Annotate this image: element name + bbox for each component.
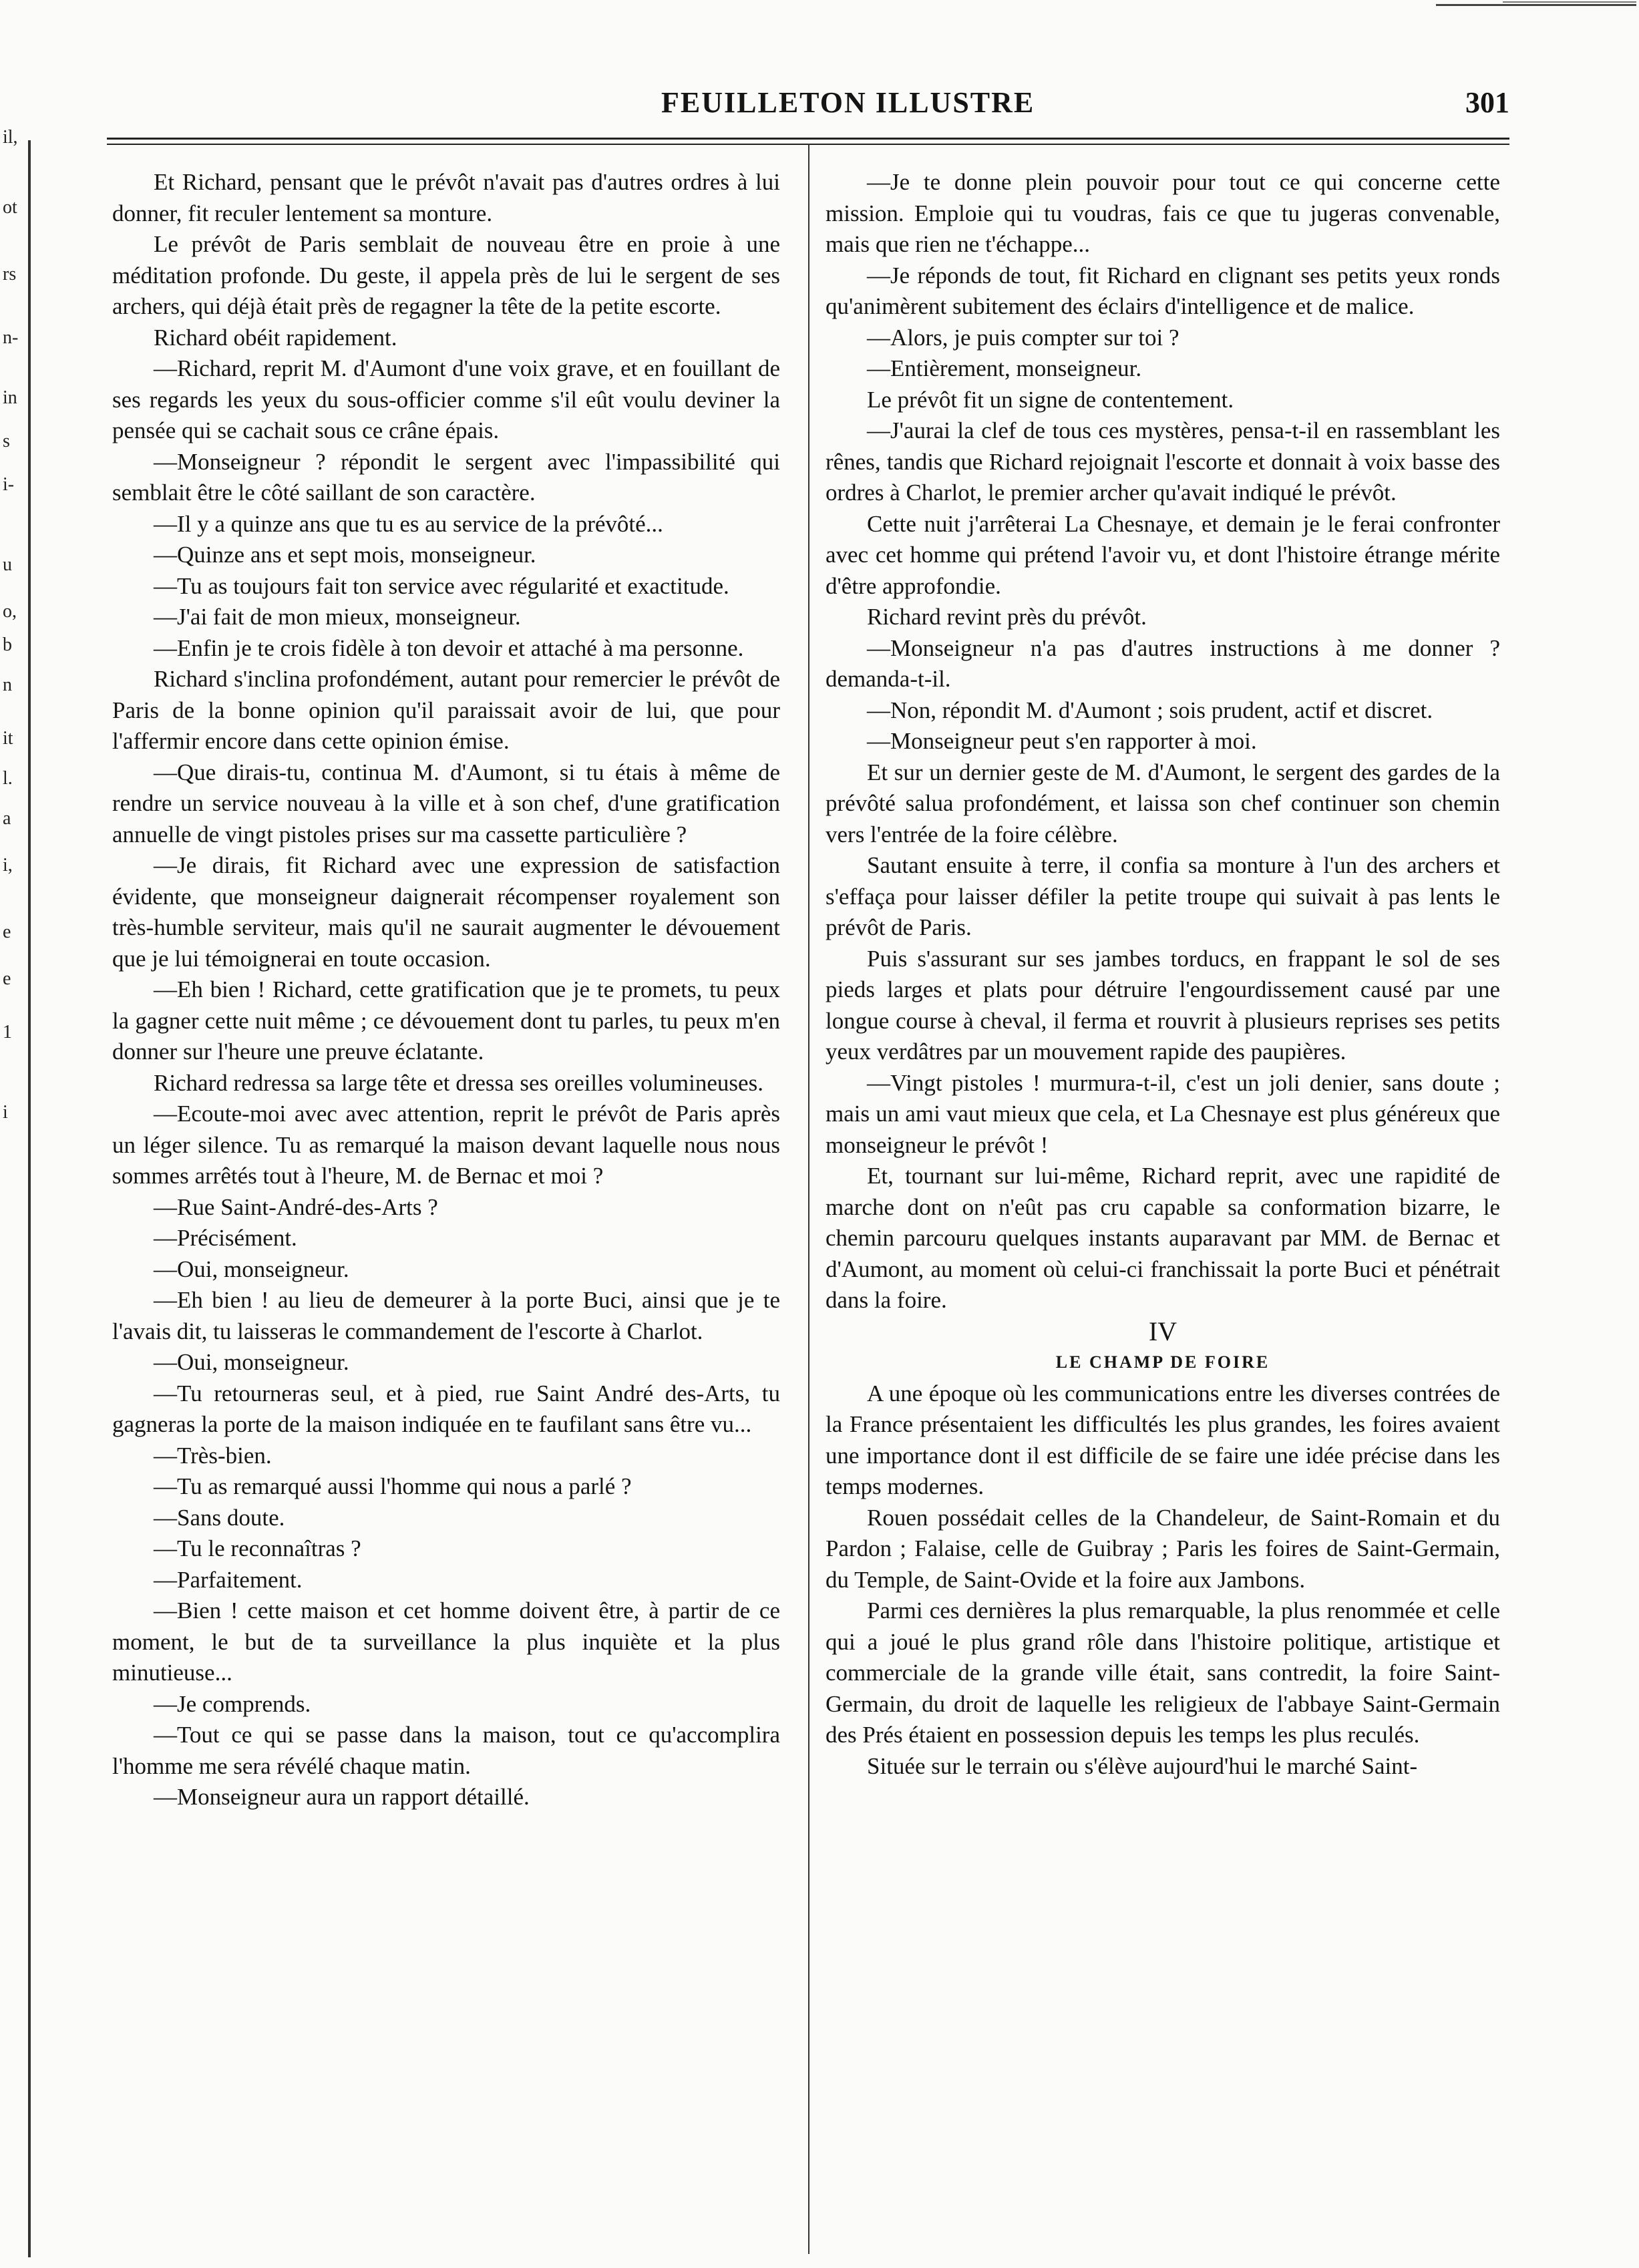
margin-fragment: rs — [3, 264, 17, 285]
paragraph: —J'aurai la clef de tous ces mystères, pensa-t-il en rassemblant les rênes, tandis que Richard rejoignait l'escorte et donnait à voix basse des ordres à Charlot, le premier archer qu'avait indiqué le prévôt. — [826, 417, 1500, 506]
margin-fragment: i, — [3, 855, 13, 876]
paragraph: Le prévôt fit un signe de contentement. — [867, 386, 1234, 413]
paragraph: —J'ai fait de mon mieux, monseigneur. — [154, 604, 521, 630]
top-edge-mark — [1503, 1, 1636, 3]
margin-fragment: it — [3, 728, 13, 749]
running-title: FEUILLETON ILLUSTRE — [661, 86, 1035, 119]
paragraph: Richard obéit rapidement. — [154, 324, 397, 351]
paragraph: —Alors, je puis compter sur toi ? — [867, 324, 1179, 351]
paragraph: —Oui, monseigneur. — [154, 1349, 349, 1375]
paragraph: —Eh bien ! Richard, cette gratification que je te promets, tu peux la gagner cette nuit même ; ce dévouement dont tu parles, tu peux m'en donner sur l'heure une preuve éclatante. — [112, 976, 780, 1065]
paragraph: —Je te donne plein pouvoir pour tout ce qui concerne cette mission. Emploie qui tu voudras, fais ce que tu jugeras convenable, mais que rien ne t'échappe... — [826, 169, 1500, 257]
left-page-edge — [28, 140, 31, 2257]
right-column — [826, 167, 1500, 1782]
left-column — [112, 167, 780, 1813]
paragraph: A une époque où les communications entre les diverses contrées de la France présentaient les difficultés les plus grandes, les foires avaient une importance dont il est difficile de se faire une idée précise dans les temps modernes. — [826, 1380, 1500, 1499]
margin-fragment: e — [3, 968, 11, 989]
chapter-number: IV — [1148, 1316, 1177, 1346]
paragraph: —Précisément. — [154, 1225, 297, 1251]
paragraph: Richard redressa sa large tête et dressa ses oreilles volumineuses. — [154, 1069, 763, 1096]
margin-fragment: i- — [3, 474, 15, 495]
paragraph: —Richard, reprit M. d'Aumont d'une voix grave, et en fouillant de ses regards les yeux du sous-officier comme s'il eût voulu deviner la pensée qui se cachait sous ce crâne épais. — [112, 355, 780, 443]
paragraph: —Il y a quinze ans que tu es au service de la prévôté... — [154, 510, 663, 537]
margin-fragment: l. — [3, 768, 13, 789]
paragraph: —Je dirais, fit Richard avec une expression de satisfaction évidente, que monseigneur daignerait récompenser royalement son très-humble serviteur, mais qu'il ne saurait augmenter le dévouement que je lui témoignerai en toute occasion. — [112, 852, 780, 972]
chapter-title: LE CHAMP DE FOIRE — [1055, 1352, 1270, 1372]
paragraph: —Enfin je te crois fidèle à ton devoir et attaché à ma personne. — [154, 634, 744, 661]
paragraph: —Ecoute-moi avec avec attention, reprit le prévôt de Paris après un léger silence. Tu as remarqué la maison devant laquelle nous nous sommes arrêtés tout à l'heure, M. de Bernac et moi ? — [112, 1101, 780, 1189]
paragraph: —Monseigneur ? répondit le sergent avec l'impassibilité qui semblait être le côté saillant de son caractère. — [112, 448, 780, 506]
paragraph: —Monseigneur n'a pas d'autres instructions à me donner ? demanda-t-il. — [826, 634, 1500, 692]
margin-fragment: b — [3, 634, 12, 655]
margin-fragment: 1 — [3, 1022, 12, 1043]
paragraph: —Tu le reconnaîtras ? — [154, 1535, 361, 1561]
paragraph: —Très-bien. — [154, 1442, 272, 1469]
margin-fragment: n — [3, 675, 12, 695]
top-edge-rule — [1436, 4, 1636, 6]
paragraph: —Monseigneur aura un rapport détaillé. — [154, 1784, 530, 1810]
paragraph: Richard revint près du prévôt. — [867, 604, 1147, 630]
paragraph: Située sur le terrain ou s'élève aujourd'hui le marché Saint- — [867, 1752, 1418, 1779]
paragraph: Et Richard, pensant que le prévôt n'avait pas d'autres ordres à lui donner, fit reculer lentement sa monture. — [112, 169, 780, 226]
paragraph: Le prévôt de Paris semblait de nouveau être en proie à une méditation profonde. Du geste, il appela près de lui le sergent de ses archers, qui déjà était près de regagner la tête de la petite escorte. — [112, 231, 780, 319]
paragraph: —Entièrement, monseigneur. — [867, 355, 1142, 381]
paragraph: —Tu as remarqué aussi l'homme qui nous a parlé ? — [154, 1473, 632, 1499]
page-header — [107, 85, 1509, 126]
paragraph: —Je comprends. — [154, 1690, 311, 1717]
margin-fragment: ot — [3, 197, 17, 218]
margin-fragment: s — [3, 431, 10, 451]
paragraph: Et, tournant sur lui-même, Richard reprit, avec une rapidité de marche dont on n'eût pas cru capable sa conformation bizarre, le chemin parcouru quelques instants auparavant par MM. de Bernac et d'Aumont, au moment où celui-ci franchissait la porte Buci et pénétrait dans la foire. — [826, 1163, 1500, 1313]
paragraph: Cette nuit j'arrêterai La Chesnaye, et demain je le ferai confronter avec cet homme qui prétend l'avoir vu, et dont l'histoire étrange mérite d'être approfondie. — [826, 510, 1500, 599]
paragraph: —Parfaitement. — [154, 1566, 303, 1593]
margin-fragment: i — [3, 1102, 8, 1123]
margin-fragment: u — [3, 554, 12, 575]
paragraph: —Oui, monseigneur. — [154, 1256, 349, 1282]
margin-fragment: a — [3, 808, 11, 829]
paragraph: —Monseigneur peut s'en rapporter à moi. — [867, 728, 1257, 754]
paragraph: Rouen possédait celles de la Chandeleur, de Saint-Romain et du Pardon ; Falaise, celle de Guibray ; Paris les foires de Saint-Germain, du Temple, de Saint-Ovide et la foire aux Jambons. — [826, 1504, 1500, 1593]
margin-fragment: n- — [3, 327, 19, 348]
page-number: 301 — [1465, 86, 1509, 119]
paragraph: —Que dirais-tu, continua M. d'Aumont, si tu étais à même de rendre un service nouveau à la ville et à son chef, d'une gratification annuelle de vingt pistoles prises sur ma cassette particulière ? — [112, 759, 780, 847]
paragraph: Parmi ces dernières la plus remarquable, la plus renommée et celle qui a joué le plus grand rôle dans l'histoire politique, artistique et commerciale de la grande ville était, sans contredit, la foire Saint-Germain, du droit de laquelle les religieux de l'abbaye Saint-Germain des Prés étaient en possession depuis les temps les plus reculés. — [826, 1597, 1500, 1748]
paragraph: Sautant ensuite à terre, il confia sa monture à l'un des archers et s'effaça pour laisser défiler la petite troupe qui suivait à pas lents le prévôt de Paris. — [826, 852, 1500, 940]
paragraph: —Tu as toujours fait ton service avec régularité et exactitude. — [154, 572, 729, 599]
paragraph: —Tout ce qui se passe dans la maison, tout ce qu'accomplira l'homme me sera révélé chaque matin. — [112, 1722, 780, 1779]
margin-fragment: o, — [3, 601, 17, 622]
paragraph: Richard s'inclina profondément, autant pour remercier le prévôt de Paris de la bonne opinion qu'il paraissait avoir de lui, que pour l'affermir encore dans cette opinion émise. — [112, 666, 780, 754]
paragraph: —Non, répondit M. d'Aumont ; sois prudent, actif et discret. — [867, 697, 1433, 723]
paragraph: —Rue Saint-André-des-Arts ? — [154, 1193, 438, 1220]
paragraph: Et sur un dernier geste de M. d'Aumont, le sergent des gardes de la prévôté salua profondément, et laissa son chef continuer son chemin vers l'entrée de la foire célèbre. — [826, 759, 1500, 847]
paragraph: Puis s'assurant sur ses jambes torducs, en frappant le sol de ses pieds larges et plats pour détruire l'engourdissement causé par une longue course à cheval, il ferma et rouvrit à plusieurs reprises ses petits yeux verdâtres par un mouvement rapide des paupières. — [826, 945, 1500, 1065]
margin-fragment: in — [3, 387, 17, 408]
paragraph: —Bien ! cette maison et cet homme doivent être, à partir de ce moment, le but de ta surveillance la plus inquiète et la plus minutieuse... — [112, 1597, 780, 1686]
left-margin-fragments — [0, 127, 20, 1262]
paragraph: —Quinze ans et sept mois, monseigneur. — [154, 542, 536, 568]
margin-fragment: il, — [3, 127, 18, 148]
column-divider — [808, 144, 809, 2254]
paragraph: —Eh bien ! au lieu de demeurer à la porte Buci, ainsi que je te l'avais dit, tu laisseras le commandement de l'escorte à Charlot. — [112, 1287, 780, 1344]
paragraph: —Sans doute. — [154, 1504, 285, 1531]
paragraph: —Vingt pistoles ! murmura-t-il, c'est un joli denier, sans doute ; mais un ami vaut mieux que cela, et La Chesnaye est plus généreux que monseigneur le prévôt ! — [826, 1069, 1500, 1158]
margin-fragment: e — [3, 922, 11, 942]
paragraph: —Je réponds de tout, fit Richard en clignant ses petits yeux ronds qu'animèrent subitement des éclairs d'intelligence et de malice. — [826, 262, 1500, 319]
paragraph: —Tu retourneras seul, et à pied, rue Saint André des-Arts, tu gagneras la porte de la maison indiquée en te faufilant sans être vu... — [112, 1380, 780, 1437]
